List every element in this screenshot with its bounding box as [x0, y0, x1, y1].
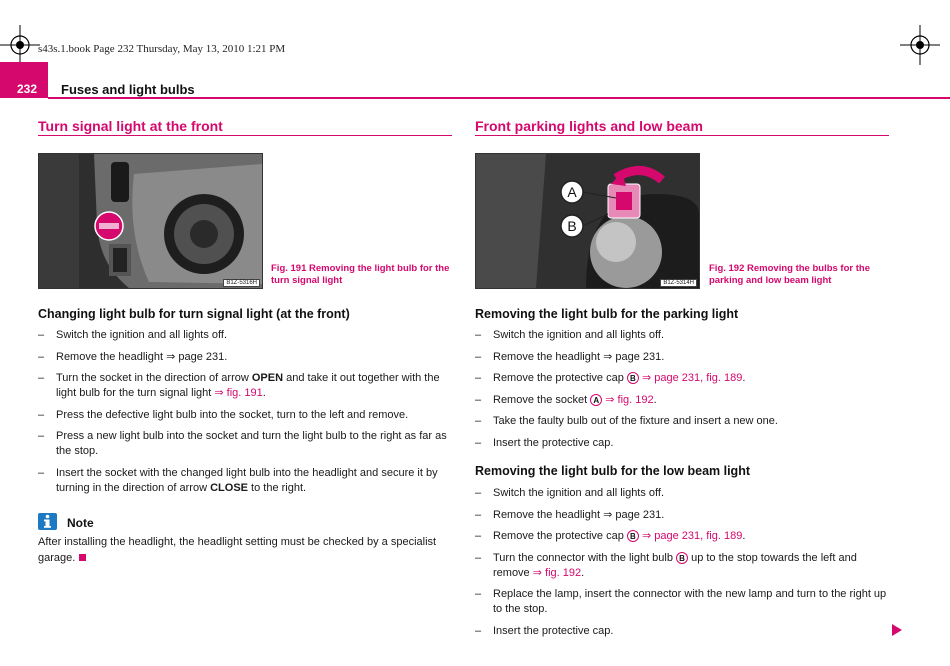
- callout-b: B: [627, 372, 639, 384]
- list-item: – Switch the ignition and all lights off.: [38, 329, 228, 341]
- lowbeam-steps-list: [475, 486, 893, 645]
- info-icon: [38, 513, 57, 530]
- list-item: – Insert the socket with the changed light bulb into the headlight and secure it by turning in the direction of arrow CLOSE to the right.: [38, 466, 438, 494]
- section-title-turn-signal: Turn signal light at the front: [38, 118, 223, 134]
- figure-code: B1Z-5314H: [660, 279, 697, 287]
- section-rule: [475, 135, 889, 136]
- list-item: – Remove the headlight ⇒ page 231.: [475, 350, 665, 363]
- subheading-changing-bulb: Changing light bulb for turn signal light (at the front): [38, 307, 350, 321]
- arrow-icon: ⇒: [603, 508, 613, 521]
- list-item: – Turn the socket in the direction of arrow OPEN and take it out together with the light bulb for the turn signal light ⇒ fig. 191.: [38, 372, 440, 399]
- arrow-icon: ⇒: [166, 350, 176, 363]
- header-rule: [48, 97, 950, 99]
- figure-192-image: [475, 153, 700, 289]
- list-item: – Press a new light bulb into the socket and turn the light bulb to the right as far as the stop.: [38, 430, 447, 457]
- figure-191-caption: Fig. 191 Removing the light bulb for the turn signal light: [271, 263, 450, 286]
- list-item: – Remove the headlight ⇒ page 231.: [475, 508, 665, 521]
- label-b: B: [567, 218, 577, 234]
- list-item: – Switch the ignition and all lights off.: [475, 329, 665, 341]
- list-item: – Remove the protective cap B ⇒ page 231, fig. 189.: [475, 372, 746, 384]
- note-label: Note: [67, 516, 94, 530]
- left-steps-list: [38, 328, 450, 502]
- figure-192-caption: Fig. 192 Removing the bulbs for the parking and low beam light: [709, 263, 870, 286]
- list-item: – Turn the connector with the light bulb B up to the stop towards the left and remove ⇒ fig. 192.: [475, 551, 857, 579]
- figure-link[interactable]: ⇒ fig. 192: [532, 566, 582, 579]
- figure-code: B1Z-5316H: [223, 279, 260, 287]
- list-item: – Remove the protective cap B ⇒ page 231, fig. 189.: [475, 530, 746, 542]
- figure-191-image: [38, 153, 263, 289]
- running-title: Fuses and light bulbs: [61, 82, 195, 97]
- figure-link[interactable]: ⇒ page 231, fig. 189: [638, 530, 743, 542]
- list-item: – Press the defective light bulb into the socket, turn to the left and remove.: [38, 408, 409, 421]
- callout-b: B: [627, 530, 639, 542]
- end-of-section-marker: [79, 554, 86, 561]
- book-slug-line: s43s.1.book Page 232 Thursday, May 13, 2010 1:21 PM: [38, 43, 286, 55]
- subheading-low-beam: Removing the light bulb for the low beam light: [475, 464, 750, 478]
- bulb-removal-illustration: [476, 154, 699, 288]
- list-item: – Replace the lamp, insert the connector with the new lamp and turn to the right up to the stop.: [475, 588, 887, 615]
- list-item: – Insert the protective cap.: [475, 436, 614, 449]
- crop-mark-top-left: [0, 25, 40, 65]
- list-item: – Take the faulty bulb out of the fixture and insert a new one.: [475, 415, 778, 427]
- figure-link[interactable]: ⇒ page 231, fig. 189: [638, 372, 743, 384]
- parking-steps-list: [475, 328, 893, 457]
- subheading-parking-light: Removing the light bulb for the parking light: [475, 307, 739, 321]
- callout-a: A: [590, 394, 602, 406]
- list-item: – Insert the protective cap.: [475, 624, 614, 637]
- callout-b: B: [676, 552, 688, 564]
- figure-link[interactable]: ⇒ fig. 191: [214, 387, 263, 399]
- list-item: – Remove the socket A ⇒ fig. 192.: [475, 393, 657, 406]
- figure-link[interactable]: ⇒ fig. 192: [602, 393, 654, 406]
- arrow-icon: ⇒: [603, 350, 613, 363]
- crop-mark-top-right: [900, 25, 940, 65]
- note-text: After installing the headlight, the headlight setting must be checked by a specialist garage.: [38, 536, 437, 564]
- headlight-rear-illustration: [39, 154, 262, 288]
- section-rule: [38, 135, 452, 136]
- next-page-arrow-icon[interactable]: [892, 624, 902, 636]
- list-item: – Remove the headlight ⇒ page 231.: [38, 350, 228, 363]
- section-title-parking-low-beam: Front parking lights and low beam: [475, 118, 703, 134]
- page-number: 232: [17, 82, 38, 96]
- list-item: – Switch the ignition and all lights off.: [475, 487, 665, 499]
- label-a: A: [567, 184, 577, 200]
